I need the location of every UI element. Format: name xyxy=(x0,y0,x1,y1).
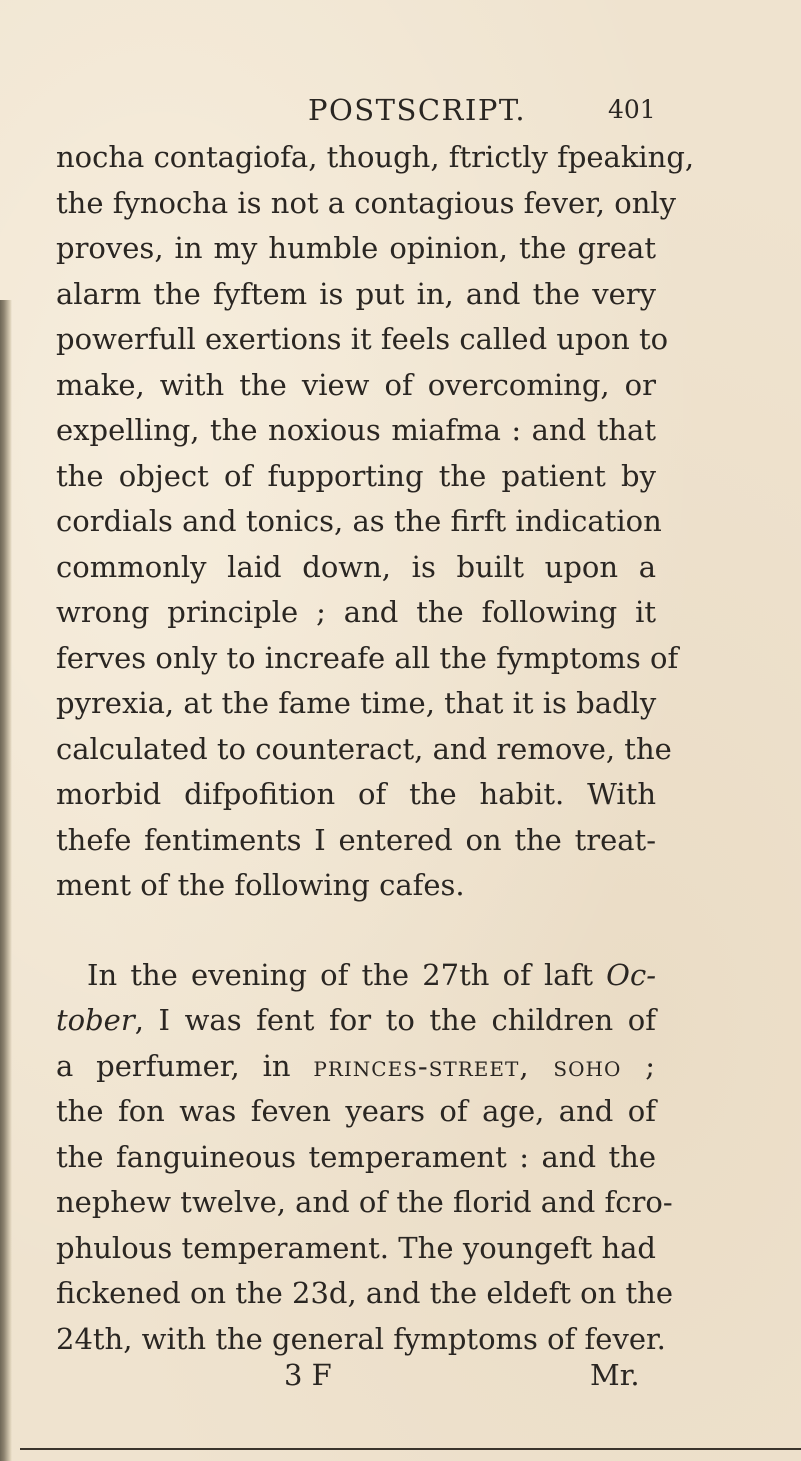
text-line: pyrexia, at the fame time, that it is badly xyxy=(56,686,657,720)
paragraph-1 xyxy=(56,135,695,909)
page-number: 401 xyxy=(608,95,656,124)
text-line: the object of fupporting the patient by xyxy=(56,458,656,493)
text-line: make, with the view of overcoming, or xyxy=(56,367,656,402)
text-line: phulous temperament. The youngeft had xyxy=(56,1230,656,1265)
text-line xyxy=(56,998,656,1044)
text-line: calculated to counteract, and remove, the xyxy=(56,731,672,766)
text-line: expelling, the noxious miafma : and that xyxy=(56,413,656,447)
text-line: morbid difpofition of the habit. With xyxy=(56,777,656,811)
text-line: cordials and tonics, as the firft indication xyxy=(56,504,662,538)
text-line: the fon was feven years of age, and of xyxy=(56,1094,656,1128)
paragraph-gap xyxy=(56,909,656,953)
bottom-edge-rule xyxy=(20,1448,801,1450)
text-line: the fanguineous temperament : and the xyxy=(56,1139,656,1174)
text-line: ment of the following cafes. xyxy=(56,868,465,902)
binding-gutter xyxy=(0,300,12,1461)
text-line xyxy=(56,953,656,999)
text-line: the fynocha is not a contagious fever, only xyxy=(56,185,677,220)
text-line: 24th, with the general fymptoms of fever. xyxy=(56,1321,666,1356)
running-head: POSTSCRIPT. xyxy=(308,93,527,127)
body-text xyxy=(56,135,695,1362)
text-line: proves, in my humble opinion, the great xyxy=(56,231,656,265)
italic-run: tober xyxy=(56,1003,135,1037)
text-line: alarm the fyftem is put in, and the very xyxy=(56,276,656,311)
text-line: commonly laid down, is built upon a xyxy=(56,549,656,584)
italic-run: Oc- xyxy=(606,957,656,992)
text-line: nocha contagiofa, though, ftrictly fpeaking, xyxy=(56,140,695,174)
text-run: a perfumer, in xyxy=(56,1048,314,1083)
catchword: Mr. xyxy=(590,1358,640,1392)
text-line xyxy=(56,1044,656,1090)
page-header xyxy=(0,92,801,128)
small-caps-run: princes-street, soho ; xyxy=(313,1048,656,1083)
text-line: nephew twelve, and of the florid and fcro- xyxy=(56,1185,673,1219)
text-run: , I was fent for to the children of xyxy=(134,1003,656,1037)
signature-mark: 3 F xyxy=(284,1358,332,1392)
text-line: wrong principle ; and the following it xyxy=(56,595,656,629)
text-line: thefe fentiments I entered on the treat- xyxy=(56,822,656,857)
text-line: ferves only to increafe all the fymptoms of xyxy=(56,640,679,675)
text-line: powerfull exertions it feels called upon to xyxy=(56,322,669,356)
text-run: In the evening of the 27th of laft xyxy=(87,957,607,992)
text-line: fickened on the 23d, and the eldeft on the xyxy=(56,1276,673,1310)
page-footer xyxy=(56,1355,656,1395)
paragraph-2 xyxy=(56,953,673,1363)
